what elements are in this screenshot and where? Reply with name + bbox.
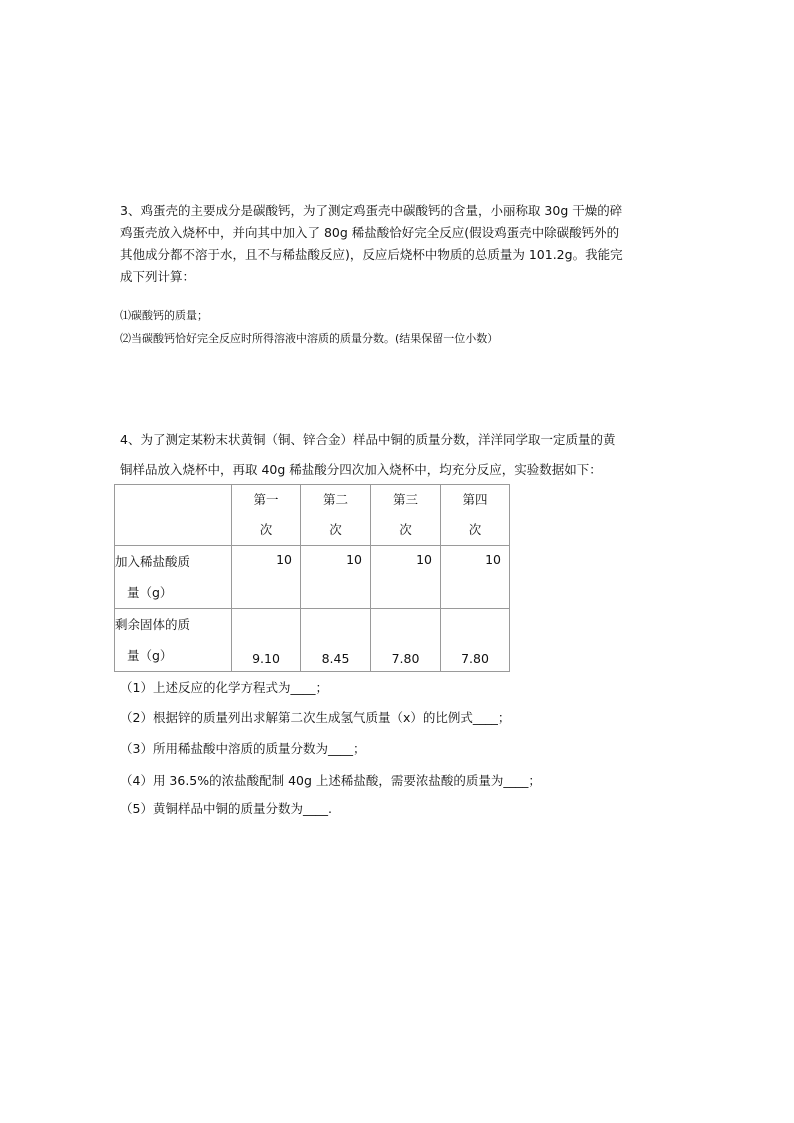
q4-subquestion-1: （1）上述反应的化学方程式为____； bbox=[120, 680, 328, 695]
table-row bbox=[115, 609, 510, 672]
header-text-bottom: 次 bbox=[329, 522, 342, 537]
row-label-bottom: 量（g） bbox=[127, 648, 173, 663]
table-header-cell bbox=[441, 485, 510, 546]
table-cell: 7.80 bbox=[371, 609, 441, 672]
table-cell: 10 bbox=[441, 546, 510, 609]
q3-subquestion-2: ⑵当碳酸钙恰好完全反应时所得溶液中溶质的质量分数。(结果保留一位小数） bbox=[120, 332, 499, 345]
q3-line-3: 其他成分都不溶于水，且不与稀盐酸反应)，反应后烧杯中物质的总质量为 101.2g。我能完 bbox=[120, 247, 623, 262]
q4-subquestion-3: （3）所用稀盐酸中溶质的质量分数为____； bbox=[120, 741, 366, 756]
table-header-row bbox=[115, 485, 510, 546]
header-text-bottom: 次 bbox=[468, 522, 482, 537]
q3-line-4: 成下列计算： bbox=[120, 269, 196, 284]
header-text-top: 第二 bbox=[322, 492, 348, 507]
q4-subquestion-5: （5）黄铜样品中铜的质量分数为____. bbox=[120, 801, 332, 816]
q4-line-2: 铜样品放入烧杯中，再取 40g 稀盐酸分四次加入烧杯中，均充分反应，实验数据如下： bbox=[120, 462, 602, 477]
header-text-top: 第三 bbox=[392, 492, 418, 507]
header-text-bottom: 次 bbox=[259, 522, 273, 537]
table-corner-cell bbox=[115, 485, 232, 546]
table-cell: 10 bbox=[232, 546, 301, 609]
row-label-bottom: 量（g） bbox=[127, 585, 173, 600]
table-cell: 10 bbox=[301, 546, 371, 609]
q4-subquestion-4: （4）用 36.5%的浓盐酸配制 40g 上述稀盐酸，需要浓盐酸的质量为____； bbox=[120, 773, 541, 788]
table-header-cell bbox=[371, 485, 441, 546]
table-cell: 9.10 bbox=[232, 609, 301, 672]
table-header-cell bbox=[301, 485, 371, 546]
row-label-top: 剩余固体的质 bbox=[115, 617, 191, 632]
q3-subquestion-1: ⑴碳酸钙的质量； bbox=[120, 309, 208, 322]
q3-line-2: 鸡蛋壳放入烧杯中，并向其中加入了 80g 稀盐酸恰好完全反应(假设鸡蛋壳中除碳酸钙外的 bbox=[120, 225, 620, 240]
table-cell: 8.45 bbox=[301, 609, 371, 672]
q3-line-1: 3、鸡蛋壳的主要成分是碳酸钙，为了测定鸡蛋壳中碳酸钙的含量，小丽称取 30g 干燥的碎 bbox=[120, 203, 623, 218]
header-text-top: 第四 bbox=[462, 492, 488, 507]
q4-line-1: 4、为了测定某粉末状黄铜（铜、锌合金）样品中铜的质量分数，洋洋同学取一定质量的黄 bbox=[120, 432, 616, 447]
table-header-cell bbox=[232, 485, 301, 546]
table-row bbox=[115, 546, 510, 609]
q4-subquestion-2: （2）根据锌的质量列出求解第二次生成氢气质量（x）的比例式____； bbox=[120, 710, 511, 725]
header-text-top: 第一 bbox=[253, 492, 279, 507]
row-label-cell bbox=[115, 546, 232, 609]
table-cell: 10 bbox=[371, 546, 441, 609]
row-label-top: 加入稀盐酸质 bbox=[115, 554, 191, 569]
row-label-cell bbox=[115, 609, 232, 672]
table-cell: 7.80 bbox=[441, 609, 510, 672]
header-text-bottom: 次 bbox=[399, 522, 412, 537]
experiment-data-table bbox=[114, 484, 510, 672]
